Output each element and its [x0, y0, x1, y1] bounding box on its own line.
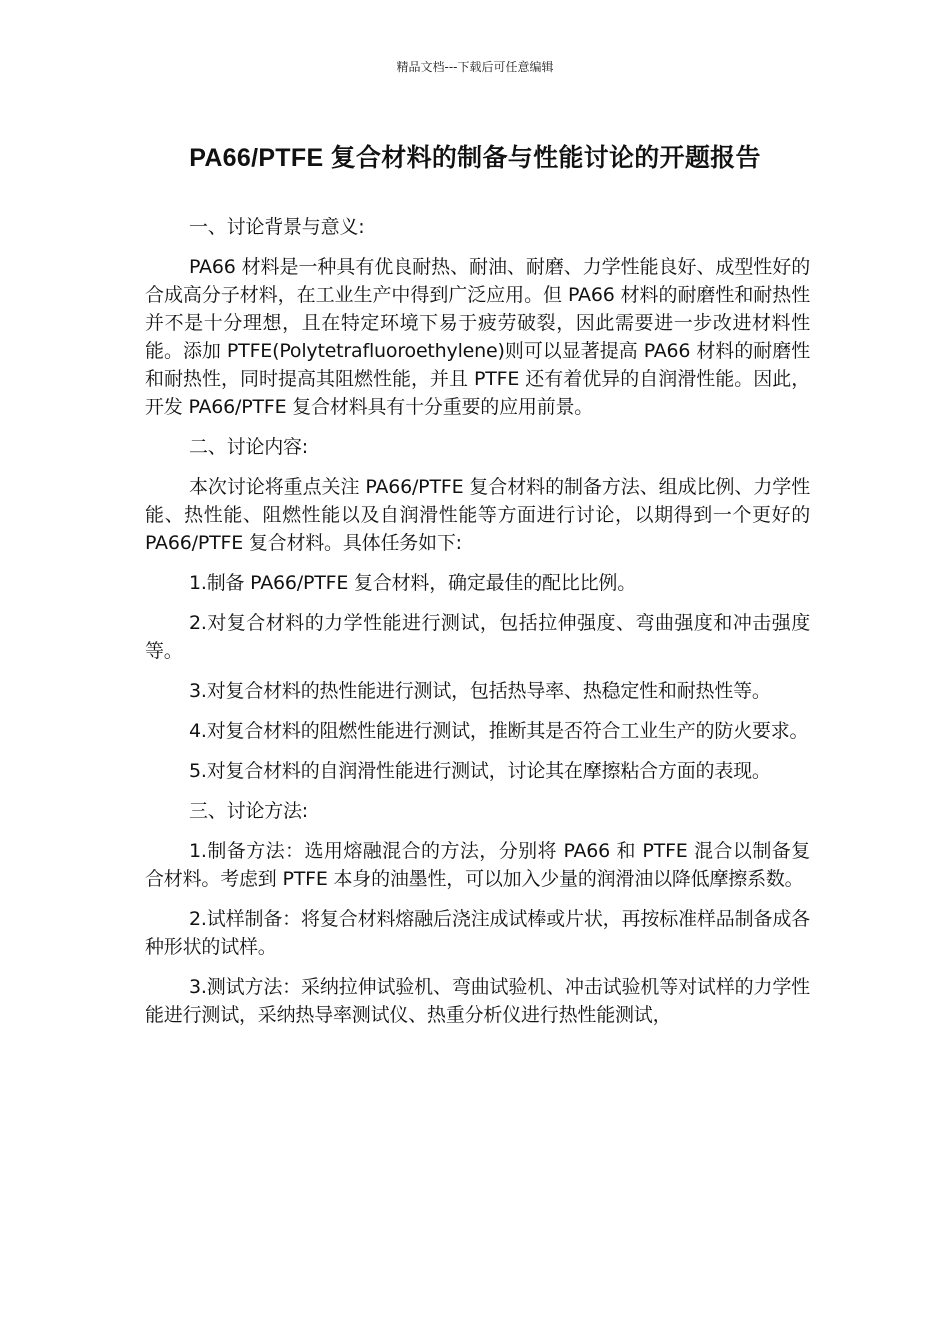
list-item: 2.试样制备：将复合材料熔融后浇注成试棒或片状，再按标准样品制备成各种形状的试样。 [145, 908, 810, 958]
list-item: 3.测试方法：采纳拉伸试验机、弯曲试验机、冲击试验机等对试样的力学性能进行测试，采纳热导率测试仪、热重分析仪进行热性能测试， [145, 976, 810, 1026]
list-item: 2.对复合材料的力学性能进行测试，包括拉伸强度、弯曲强度和冲击强度等。 [145, 612, 810, 662]
section-heading: 二、讨论内容: [189, 436, 309, 458]
paragraph: 本次讨论将重点关注 PA66/PTFE 复合材料的制备方法、组成比例、力学性能、热性能、阻燃性能以及自润滑性能等方面进行讨论，以期得到一个更好的 PA66/PTFE 复合材料。具体任务如下: [145, 476, 810, 554]
list-item: 3.对复合材料的热性能进行测试，包括热导率、热稳定性和耐热性等。 [189, 680, 771, 702]
list-item: 5.对复合材料的自润滑性能进行测试，讨论其在摩擦粘合方面的表现。 [189, 760, 771, 782]
document-body [145, 213, 810, 1041]
list-item: 1.制备 PA66/PTFE 复合材料，确定最佳的配比比例。 [189, 572, 637, 594]
list-item: 4.对复合材料的阻燃性能进行测试，推断其是否符合工业生产的防火要求。 [189, 720, 809, 742]
paragraph: PA66 材料是一种具有优良耐热、耐油、耐磨、力学性能良好、成型性好的合成高分子材料，在工业生产中得到广泛应用。但 PA66 材料的耐磨性和耐热性并不是十分理想，且在特定环境下易于疲劳破裂，因此需要进一步改进材料性能。添加 PTFE(Polytetrafluoroethylene)则可以显著提高 PA66 材料的耐磨性和耐热性，同时提高其阻燃性能，并且 PTFE 还有着优异的自润滑性能。因此，开发 PA66/PTFE 复合材料具有十分重要的应用前景。 [145, 256, 810, 418]
header-note: 精品文档---下载后可任意编辑 [396, 60, 554, 74]
document-title: PA66/PTFE 复合材料的制备与性能讨论的开题报告 [189, 144, 761, 172]
list-item: 1.制备方法：选用熔融混合的方法，分别将 PA66 和 PTFE 混合以制备复合材料。考虑到 PTFE 本身的油墨性，可以加入少量的润滑油以降低摩擦系数。 [145, 840, 810, 890]
section-heading: 三、讨论方法: [189, 800, 309, 822]
section-heading: 一、讨论背景与意义: [189, 216, 365, 238]
